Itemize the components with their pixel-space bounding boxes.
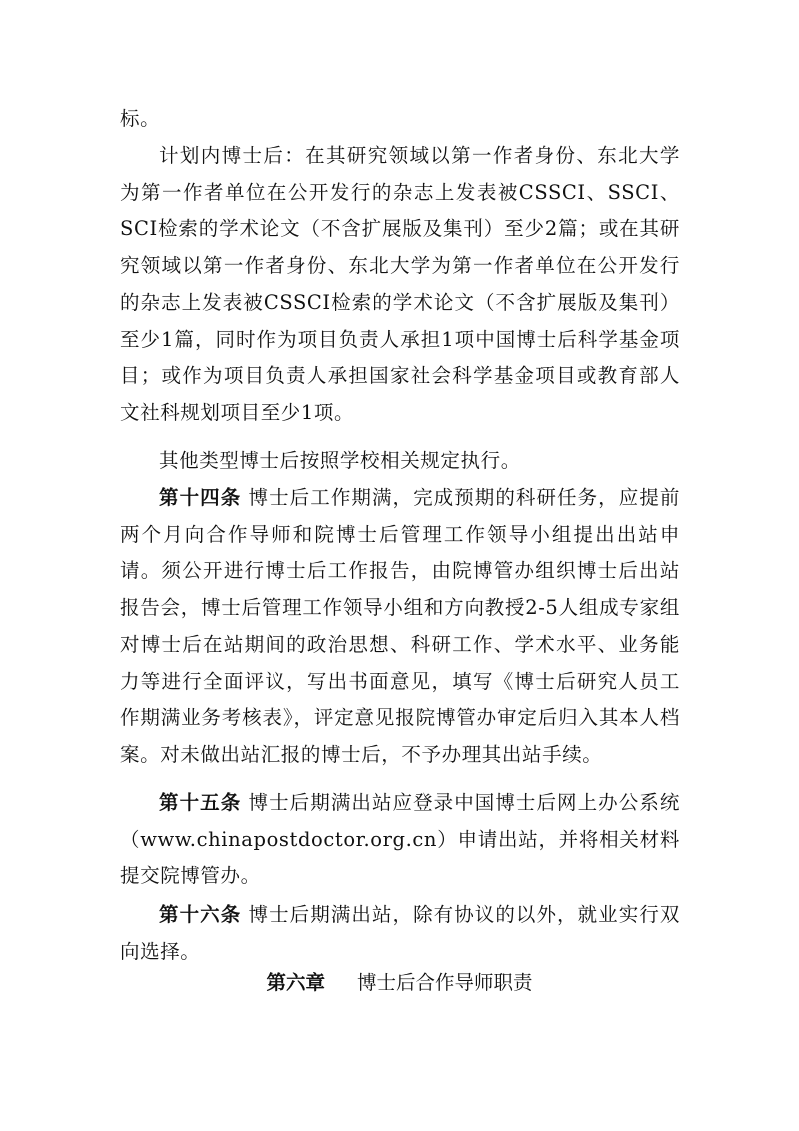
paragraph-other-types (120, 443, 680, 480)
article-14 (120, 480, 680, 774)
article-15-text: 博士后期满出站应登录中国博士后网上办公系统（www.chinapostdoctor.org.cn）申请出站，并将相关材料提交院博管办。 (120, 791, 680, 888)
article-14-text: 博士后工作期满，完成预期的科研任务，应提前两个月向合作导师和院博士后管理工作领导小组提出出站申请。须公开进行博士后工作报告，由院博管办组织博士后出站报告会，博士后管理工作领导小组和方向教授2-5人组成专家组对博士后在站期间的政治思想、科研工作、学术水平、业务能力等进行全面评议，写出书面意见，填写《博士后研究人员工作期满业务考核表》，评定意见报院博管办审定后归入其本人档案。对未做出站汇报的博士后，不予办理其出站手续。 (120, 486, 680, 766)
article-16-text: 博士后期满出站，除有协议的以外，就业实行双向选择。 (120, 903, 680, 963)
article-15 (120, 785, 680, 895)
paragraph-continuation (120, 101, 680, 138)
article-16-label: 第十六条 (159, 903, 242, 926)
chapter-title: 博士后合作导师职责 (357, 971, 533, 994)
paragraph-other-types-text: 其他类型博士后按照学校相关规定执行。 (159, 449, 521, 472)
article-16 (120, 897, 680, 970)
paragraph-continuation-text: 标。 (120, 107, 161, 130)
article-15-label: 第十五条 (159, 791, 242, 814)
chapter-heading (0, 965, 799, 1001)
paragraph-postdoc-requirements (120, 138, 680, 432)
paragraph-postdoc-requirements-text: 计划内博士后：在其研究领域以第一作者身份、东北大学为第一作者单位在公开发行的杂志上发表被CSSCI、SSCI、SCI检索的学术论文（不含扩展版及集刊）至少2篇；或在其研究领域以第一作者身份、东北大学为第一作者单位在公开发行的杂志上发表被CSSCI检索的学术论文（不含扩展版及集刊）至少1篇，同时作为项目负责人承担1项中国博士后科学基金项目；或作为项目负责人承担国家社会科学基金项目或教育部人文社科规划项目至少1项。 (120, 144, 680, 424)
article-14-label: 第十四条 (159, 486, 242, 509)
chapter-label: 第六章 (266, 971, 325, 994)
